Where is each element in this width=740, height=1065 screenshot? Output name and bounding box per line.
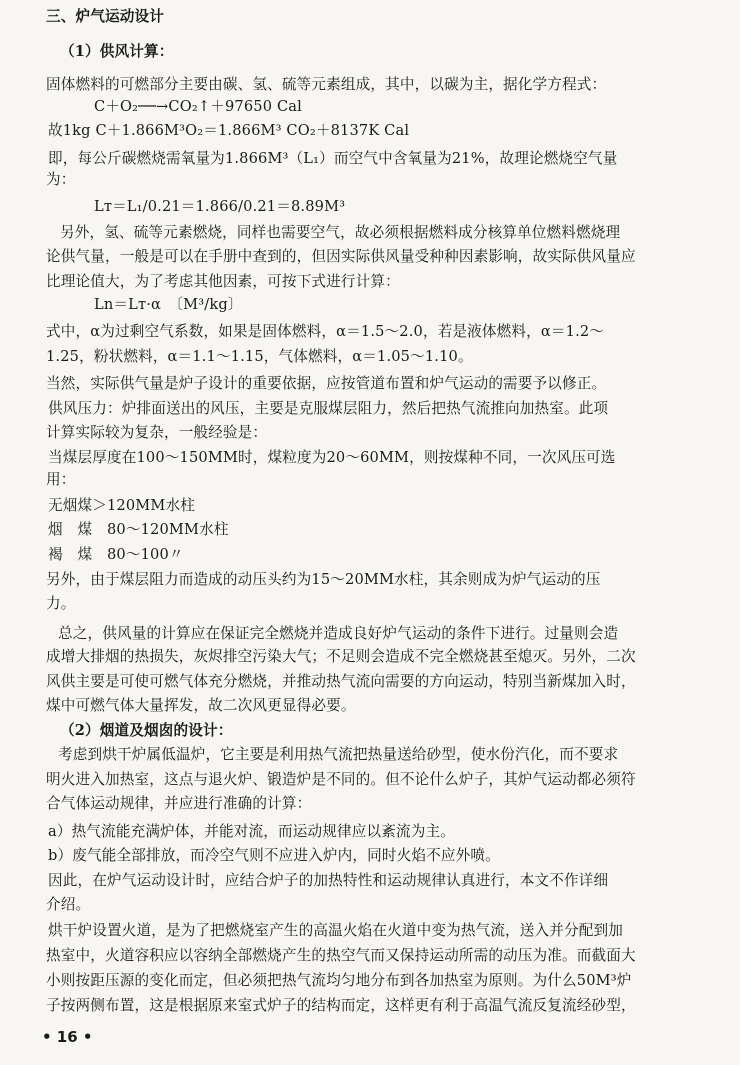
text-line: 式中，α为过剩空气系数，如果是固体燃料，α＝1.5～2.0，若是液体燃料，α＝1.2～ (46, 323, 605, 340)
subsection-supply-air-title: （1）供风计算： (60, 43, 174, 60)
text-line: 考虑到烘干炉属低温炉，它主要是利用热气流把热量送给砂型，使水份汽化，而不要求 (58, 746, 619, 763)
text-line: 当然，实际供气量是炉子设计的重要依据，应按管道布置和炉气运动的需要予以修正。 (46, 375, 607, 392)
text-line: 子按两侧布置，这是根据原来室式炉子的结构而定，这样更有利于高温气流反复流经砂型， (46, 997, 636, 1014)
equation-actual-air: Ln＝Lт·α 〔M³/kg〕 (94, 296, 243, 313)
text-line: 热室中，火道容积应以容纳全部燃烧产生的热空气而又保持运动所需的动压为准。而截面大 (46, 947, 636, 964)
coal-pressure-lignite: 褐 煤 80～100〃 (48, 546, 184, 563)
text-line: 用： (46, 471, 76, 488)
text-line: 煤中可燃气体大量挥发，故二次风更显得必要。 (46, 697, 356, 714)
text-line: 1.25，粉状燃料，α＝1.1～1.15，气体燃料，α＝1.05～1.10。 (46, 348, 473, 365)
coal-pressure-bituminous: 烟 煤 80～120MM水柱 (48, 521, 229, 538)
text-line: 即，每公斤碳燃烧需氧量为1.866M³（L₁）而空气中含氧量为21%，故理论燃烧空气量 (48, 150, 618, 167)
text-line: 总之，供风量的计算应在保证完全燃烧并造成良好炉气运动的条件下进行。过量则会造 (58, 625, 619, 642)
equation-carbon-combustion: C＋O₂──→CO₂↑＋97650 Cal (94, 98, 302, 115)
text-line: 为： (46, 171, 76, 188)
text-line: 比理论值大，为了考虑其他因素，可按下式进行计算： (46, 273, 400, 290)
page-number: • 16 • (42, 1028, 93, 1046)
list-item-a: a）热气流能充满炉体，并能对流，而运动规律应以紊流为主。 (48, 823, 455, 840)
text-line: 成增大排烟的热损失，灰烬排空污染大气；不足则会造成不完全燃烧甚至熄灭。另外，二次 (46, 648, 636, 665)
text-line: 合气体运动规律，并应进行准确的计算： (46, 795, 312, 812)
text-line: 当煤层厚度在100～150MM时，煤粒度为20～60MM，则按煤种不同，一次风压可选 (48, 449, 616, 466)
text-line: 力。 (46, 595, 76, 612)
text-line: 计算实际较为复杂，一般经验是： (46, 424, 268, 441)
coal-pressure-anthracite: 无烟煤＞120MM水柱 (48, 497, 195, 514)
equation-per-kg: 故1kg C＋1.866M³O₂＝1.866M³ CO₂＋8137K Cal (48, 122, 410, 139)
text-line: 固体燃料的可燃部分主要由碳、氢、硫等元素组成，其中，以碳为主，据化学方程式： (46, 76, 607, 93)
subsection-flue-chimney-title: （2）烟道及烟囱的设计： (60, 722, 233, 739)
text-line: 烘干炉设置火道，是为了把燃烧室产生的高温火焰在火道中变为热气流，送入并分配到加 (48, 922, 624, 939)
equation-theoretical-air: Lт＝L₁/0.21＝1.866/0.21＝8.89M³ (94, 198, 346, 215)
text-line: 论供气量，一般是可以在手册中查到的，但因实际供风量受种种因素影响，故实际供风量应 (46, 248, 636, 265)
text-line: 另外，由于煤层阻力而造成的动压头约为15～20MM水柱，其余则成为炉气运动的压 (46, 571, 601, 588)
text-line: 介绍。 (46, 896, 91, 913)
text-line: 供风压力：炉排面送出的风压，主要是克服煤层阻力，然后把热气流推向加热室。此项 (48, 400, 609, 417)
list-item-b: b）废气能全部排放，而冷空气则不应进入炉内，同时火焰不应外喷。 (48, 847, 500, 864)
text-line: 小则按距压源的变化而定，但必须把热气流均匀地分布到各加热室为原则。为什么50M³炉 (46, 972, 632, 989)
text-line: 明火进入加热室，这点与退火炉、锻造炉是不同的。但不论什么炉子，其炉气运动都必须符 (46, 771, 636, 788)
text-line: 风供主要是可使可燃气体充分燃烧，并推动热气流向需要的方向运动，特别当新煤加入时， (46, 673, 636, 690)
section-title: 三、炉气运动设计 (46, 8, 164, 25)
text-line: 因此，在炉气运动设计时，应结合炉子的加热特性和运动规律认真进行，本文不作详细 (48, 872, 609, 889)
text-line: 另外，氢、硫等元素燃烧，同样也需要空气，故必须根据燃料成分核算单位燃料燃烧理 (60, 224, 621, 241)
